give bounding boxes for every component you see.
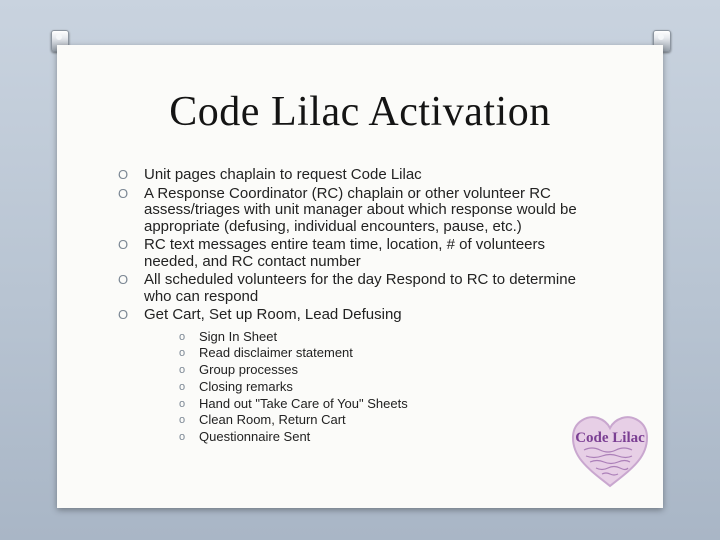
sub-bullet-icon: o (179, 397, 186, 410)
bullet-icon: O (118, 167, 129, 182)
list-item (118, 186, 598, 236)
bullet-icon: O (118, 185, 129, 201)
slide-title: Code Lilac Activation (169, 89, 551, 135)
sub-bullet-text: Questionnaire Sent (199, 429, 311, 445)
list-item (118, 167, 598, 184)
bullet-text: Unit pages chaplain to request Code Lilac (144, 166, 422, 183)
bullet-icon: O (118, 307, 129, 322)
list-item (118, 272, 598, 305)
list-item (118, 307, 598, 446)
sub-bullet-icon: o (179, 380, 186, 393)
bullet-text: Get Cart, Set up Room, Lead Defusing (144, 306, 402, 323)
bullet-list (118, 167, 598, 448)
sub-list-item (179, 345, 598, 362)
sub-bullet-text: Group processes (199, 362, 298, 378)
logo-text: Code Lilac (575, 430, 645, 446)
sub-bullet-text: Clean Room, Return Cart (199, 412, 346, 428)
sub-bullet-icon: o (179, 431, 186, 444)
sub-list-item (179, 396, 598, 413)
list-item (118, 237, 598, 270)
sub-list-item (179, 362, 598, 379)
sub-list-item (179, 412, 598, 429)
sub-bullet-text: Hand out "Take Care of You" Sheets (199, 395, 408, 411)
code-lilac-heart-logo (570, 412, 650, 490)
sub-bullet-text: Sign In Sheet (199, 328, 278, 344)
sub-list-item (179, 429, 598, 446)
bullet-text: All scheduled volunteers for the day Respond to RC to determine who can respond (144, 271, 576, 305)
sub-list-item (179, 379, 598, 396)
sub-bullet-icon: o (179, 414, 186, 427)
sub-list-item (179, 329, 598, 346)
sub-bullet-list (144, 329, 598, 447)
bullet-text: RC text messages entire team time, location, # of volunteers needed, and RC contact number (144, 236, 546, 270)
sub-bullet-text: Closing remarks (199, 378, 293, 394)
sub-bullet-icon: o (179, 364, 186, 377)
sub-bullet-icon: o (179, 347, 186, 360)
sub-bullet-icon: o (179, 330, 186, 343)
bullet-icon: O (118, 272, 129, 287)
bullet-text: A Response Coordinator (RC) chaplain or other volunteer RC assess/triages with unit manager about which response would be appropriate (defusing, individual encounters, pause, etc.) (144, 184, 577, 235)
bullet-icon: O (118, 237, 129, 252)
sub-bullet-text: Read disclaimer statement (199, 345, 353, 361)
